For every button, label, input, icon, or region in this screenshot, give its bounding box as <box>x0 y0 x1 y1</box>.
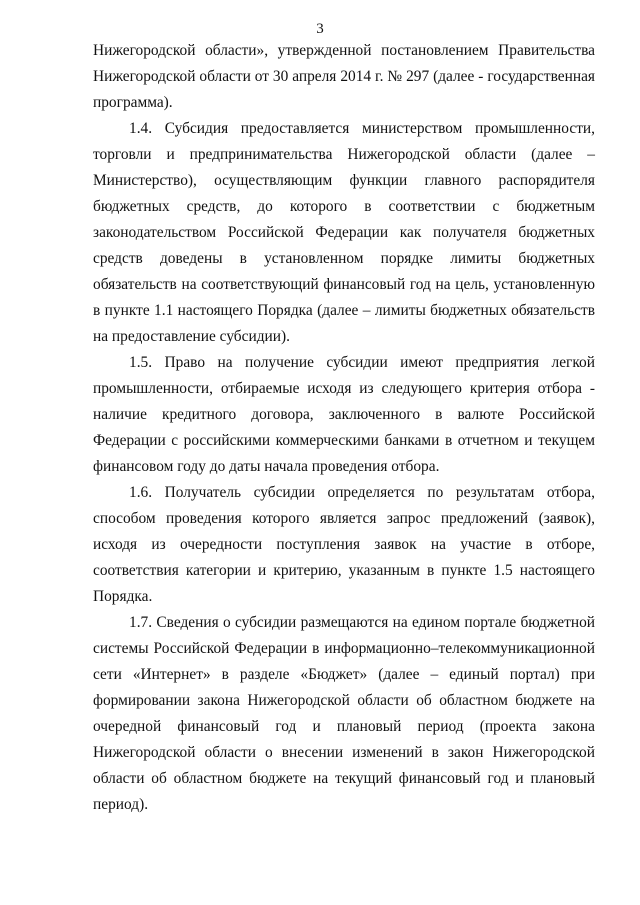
paragraph-1-4: 1.4. Субсидия предоставляется министерством промышленности, торговли и предпринимательства Нижегородской области (далее – Министерство), осуществляющим функции главного распорядителя бюджетных средств, до которого в соответствии с бюджетным законодательством Российской Федерации как получателя бюджетных средств доведены в установленном порядке лимиты бюджетных обязательств на соответствующий финансовый год на цель, установленную в пункте 1.1 настоящего Порядка (далее – лимиты бюджетных обязательств на предоставление субсидии). <box>93 120 595 345</box>
document-body <box>93 38 595 818</box>
paragraph-1-6: 1.6. Получатель субсидии определяется по результатам отбора, способом проведения которого является запрос предложений (заявок), исходя из очередности поступления заявок на участие в отборе, соответствия категории и критерию, указанным в пункте 1.5 настоящего Порядка. <box>93 484 595 605</box>
paragraph-1-7: 1.7. Сведения о субсидии размещаются на едином портале бюджетной системы Российской Федерации в информационно–телекоммуникационной сети «Интернет» в разделе «Бюджет» (далее – единый портал) при формировании закона Нижегородской области об областном бюджете на очередной финансовый год и плановый период (проекта закона Нижегородской области о внесении изменений в закон Нижегородской области об областном бюджете на текущий финансовый год и плановый период). <box>93 614 595 813</box>
paragraph-continuation: Нижегородской области», утвержденной постановлением Правительства Нижегородской области от 30 апреля 2014 г. № 297 (далее - государственная программа). <box>93 42 595 111</box>
page-number: 3 <box>316 21 324 37</box>
paragraph-1-5: 1.5. Право на получение субсидии имеют предприятия легкой промышленности, отбираемые исходя из следующего критерия отбора - наличие кредитного договора, заключенного в валюте Российской Федерации с российскими коммерческими банками в отчетном и текущем финансовом году до даты начала проведения отбора. <box>93 354 595 475</box>
